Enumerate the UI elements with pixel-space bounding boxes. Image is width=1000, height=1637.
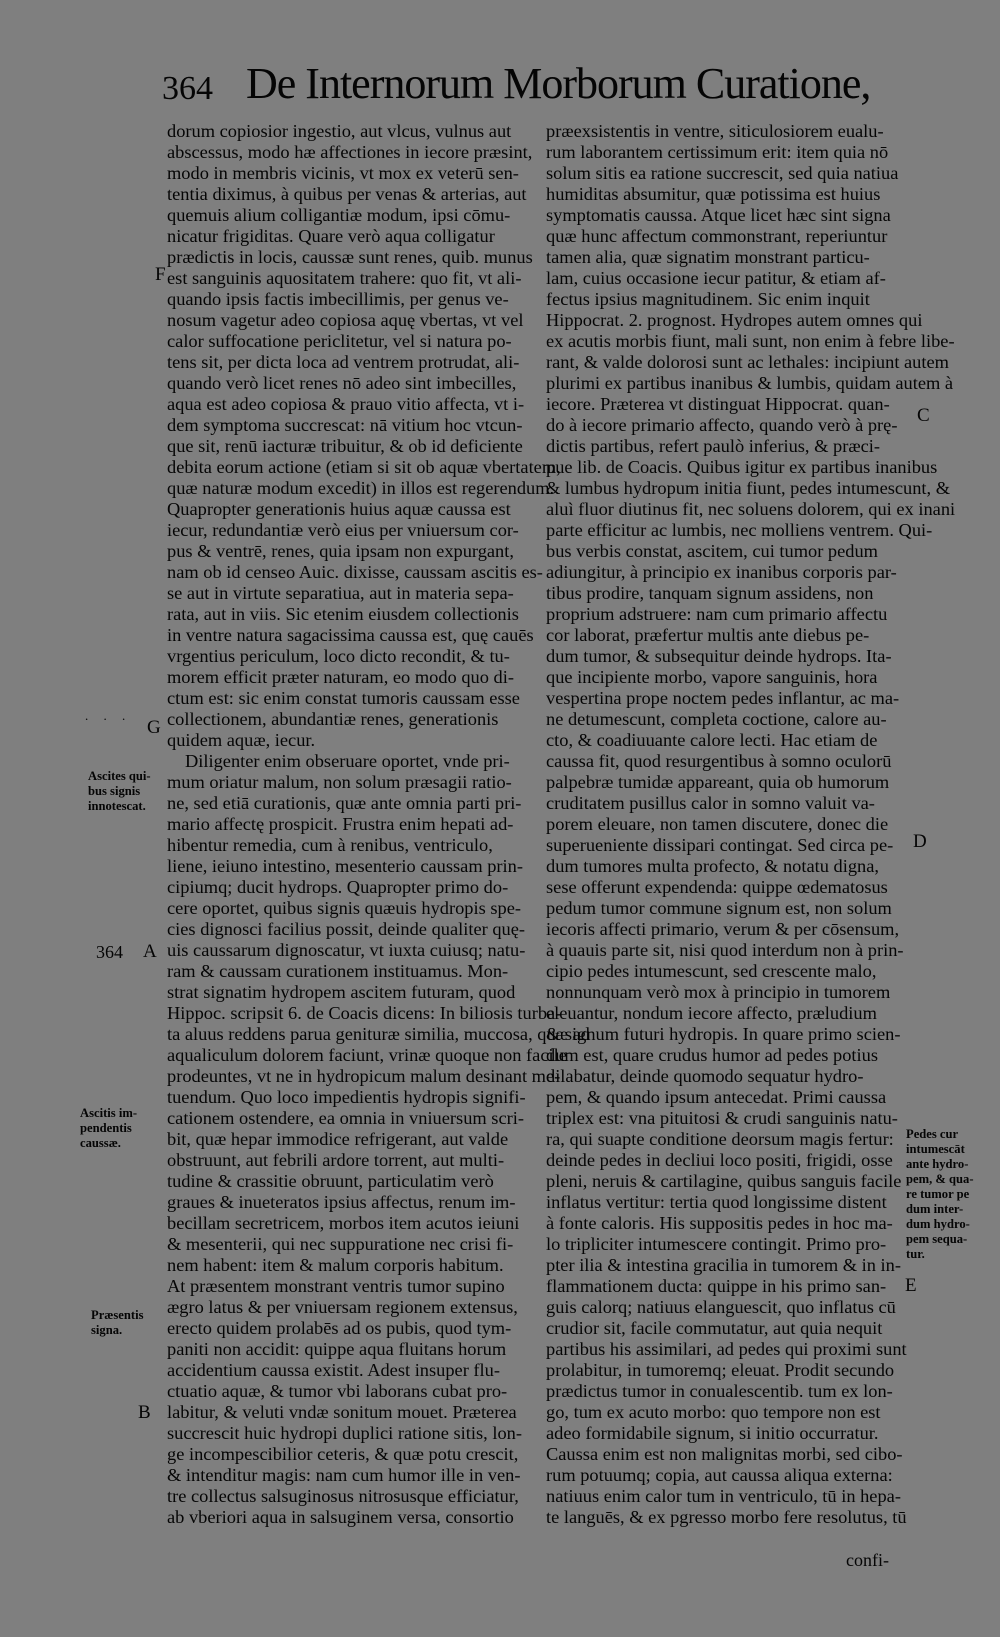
text-line: & intenditur magis: nam cum humor ille in ven- [167,1465,521,1485]
text-line: collectionem, abundantiæ renes, generationis [167,709,499,729]
text-line: becillam secretricem, morbos item acutos ieiuni [167,1213,520,1233]
text-line: succrescit huic hydropi duplici ratione sitis, lon- [167,1423,522,1443]
text-line: ta aluus reddens parua genituræ similia, muccosa, quæ ad [167,1024,590,1044]
text-line: & mesenterii, qui nec suppuratione nec crisi fi- [167,1234,514,1254]
text-line: tuendum. Quo loco impedientis hydropis signifi- [167,1087,526,1107]
text-line: vespertina prope noctem pedes inflantur, ac ma- [546,688,900,708]
text-line: cipiumq; ducit hydrops. Quapropter primo do- [167,877,509,897]
text-line: tentia diximus, à quibus per venas & arterias, aut [167,184,527,204]
text-line: pedum tumor commune signum est, non solum [546,898,892,918]
margin-note-pedes [906,1127,974,1262]
text-line: morem efficit præter naturam, eo modo quo di- [167,667,514,687]
text-line: in ventre natura sagacissima caussa est, quę cauēs [167,625,534,645]
margin-letter-b: B [138,1402,151,1423]
text-line: proprium adstruere: nam cum primario affectu [546,604,888,624]
text-line: nonnunquam verò mox à principio in tumorem [546,982,891,1002]
text-line: ram & caussam curationem instituamus. Mon- [167,961,509,981]
catchword: confi- [846,1550,889,1570]
text-line: eleuantur, nondum iecore affecto, præludium [546,1003,877,1023]
text-line: se aut in virtute separatiua, aut in materia sepa- [167,583,514,603]
margin-letter-c: C [917,405,930,426]
text-line: sese offerunt expendenda: quippe œdematosus [546,877,888,897]
text-line: accidentium caussa existit. Adest insuper flu- [167,1360,500,1380]
text-line: aqualiculum dolorem faciunt, vrinæ quoque non facile [167,1045,567,1065]
text-line: que sit, renū iacturæ tribuitur, & ob id deficiente [167,436,523,456]
text-line: tamen alia, quæ signatim monstrant particu- [546,247,870,267]
text-line: cies dignosci facilius possit, deinde qualiter quę- [167,919,526,939]
text-line: ne, sed etiā curationis, quæ ante omnia parti pri- [167,793,522,813]
text-line: rant, & valde dolorosi sunt ac lethales: incipiunt autem [546,352,949,372]
text-line: mum oriatur malum, non solum præsagii ratio- [167,772,512,792]
text-line: iecur, redundantiæ verò eius per vniuersum cor- [167,520,519,540]
text-line: guis calorq; natiuus elanguescit, quo inflatus cū [546,1297,896,1317]
text-line: ab vberiori aqua in salsuginem versa, consortio [167,1507,514,1527]
text-line: aqua est adeo copiosa & prauo vitio affecta, vt i- [167,394,525,414]
text-line: go, tum ex acuto morbo: quo tempore non est [546,1402,881,1422]
text-line: hibentur remedia, cum à renibus, ventriculo, [167,835,493,855]
text-line: ex acutis morbis fiunt, mali sunt, non enim à febre libe- [546,331,955,351]
text-line: deinde pedes in decliui loco positi, frigidi, osse [546,1150,893,1170]
text-line: ra, qui suapte conditione deorsum magis fertur: [546,1129,894,1149]
text-line: & signum futuri hydropis. In quare primo scien- [546,1024,901,1044]
text-line: ne detumescunt, completa coctione, calore au- [546,709,887,729]
text-line: modo in membris vicinis, vt mox ex veterū sen- [167,163,519,183]
margin-note-line: Præsentis signa. [91,1308,144,1337]
text-line: quidem aquæ, iecur. [167,730,316,750]
text-line: graues & inueteratos ipsius affectus, renum im- [167,1192,516,1212]
margin-letter-e: E [905,1275,917,1296]
text-line: aluì fluor diutinus fit, nec soluens dolorem, qui ex inani [546,499,956,519]
text-line: quæ hunc affectum commonstrant, reperiuntur [546,226,888,246]
text-line: ctum est: sic enim constat tumoris caussam esse [167,688,520,708]
text-line: nem habent: item & malum corporis habitum. [167,1255,504,1275]
text-line: dictis partibus, refert paulò inferius, & præci- [546,436,881,456]
margin-note-ascites-signs [88,769,151,814]
text-line: pus & ventrē, renes, quia ipsam non expurgant, [167,541,514,561]
text-line: Diligenter enim obseruare oportet, vnde pri- [185,751,510,771]
text-line: rum laborantem certissimum erit: item quia nō [546,142,889,162]
text-line: parte efficitur ac lumbis, nec molliens ventrem. Qui- [546,520,933,540]
page-number: 364 [162,70,213,107]
text-line: nam ob id censeo Auic. dixisse, caussam ascitis es- [167,562,543,582]
text-line: cere oportet, quibus signis quæuis hydropis spe- [167,898,521,918]
margin-letter-d: D [913,831,927,852]
page-reference: 364 [96,942,123,962]
text-line: adiungitur, à principio ex inanibus corporis par- [546,562,897,582]
text-line: cipio pedes intumescunt, sed crescente malo, [546,961,877,981]
text-line: quando ipsis factis imbecillimis, per genus ve- [167,289,509,309]
text-line: fectus ipsius magnitudinem. Sic enim inquit [546,289,870,309]
text-line: abscessus, modo hæ affectiones in iecore præsint, [167,142,533,162]
text-line: symptomatis caussa. Atque licet hæc sint signa [546,205,891,225]
text-line: prolabitur, in tumoremq; eleuat. Prodit secundo [546,1360,895,1380]
text-line: ctuatio aquæ, & tumor vbi laborans cubat pro- [167,1381,508,1401]
text-line: obstruunt, aut febrili ardore torrent, aut multi- [167,1150,505,1170]
text-line: præexsistentis in ventre, siticulosiorem eualu- [546,121,884,141]
margin-note-present-signs [91,1308,143,1338]
text-line: erecto quidem prolabēs ad os pubis, quod tym- [167,1318,512,1338]
text-line: mario affectę prospicit. Frustra enim hepati ad- [167,814,514,834]
text-line: tudine & crassitie obruunt, particulatim verò [167,1171,494,1191]
text-line: est sanguinis aquositatem trahere: quo fit, vt ali- [167,268,522,288]
text-line: prodeuntes, vt ne in hydropicum malum desinant me- [167,1066,561,1086]
text-line: labitur, & veluti vndæ sonitum mouet. Præterea [167,1402,517,1422]
text-line: adeo formidabile signum, si initio occurratur. [546,1423,879,1443]
text-line: à fonte caloris. His suppositis pedes in hoc ma- [546,1213,893,1233]
text-line: cor laborat, præfertur multis ante diebus pe- [546,625,870,645]
text-line: humiditas absumitur, quæ potissima est huius [546,184,881,204]
text-line: superueniente dissipari contingat. Sed circa pe- [546,835,894,855]
text-line: debita eorum actione (etiam si sit ob aquæ vbertatem, [167,457,561,477]
text-line: cto, & coadiuuante calore lecti. Hac etiam de [546,730,878,750]
text-line: do à iecore primario affecto, quando verò à prę- [546,415,898,435]
page-header [162,58,882,120]
text-line: quæ naturæ modum excedit) in illos est regerendum. [167,478,555,498]
text-line: & lumbus hydropum initia fiunt, pedes intumescunt, & [546,478,951,498]
text-line: dum est, quare crudus humor ad pedes potius [546,1045,878,1065]
text-line: uis caussarum dignoscatur, vt iuxta cuiusq; natu- [167,940,526,960]
text-line: triplex est: vna pituitosi & crudi sanguinis natu- [546,1108,898,1128]
text-line: plurimi ex partibus inanibus & lumbis, quidam autem à [546,373,954,393]
text-line: solum sitis ea ratione succrescit, sed quia natiua [546,163,899,183]
left-text-column [167,121,590,1528]
text-line: nicatur frigiditas. Quare verò aqua colligatur [167,226,495,246]
text-line: At præsentem monstrant ventris tumor supino [167,1276,505,1296]
text-line: prædictus tumor in conualescentib. tum ex lon- [546,1381,893,1401]
text-line: rata, aut in viis. Sic etenim eiusdem collectionis [167,604,519,624]
text-line: liene, ieiuno intestino, mesenterio caussam prin- [167,856,523,876]
margin-note-ascitis-causes [80,1106,137,1151]
text-line: ægro latus & per vniuersam regionem extensus, [167,1297,518,1317]
text-line: partibus his assimilari, ad pedes qui proximi sunt [546,1339,907,1359]
text-line: dilabatur, deinde quomodo sequatur hydro- [546,1066,864,1086]
text-line: dem symptoma succrescat: nā vitium hoc vtcun- [167,415,523,435]
text-line: paniti non accidit: quippe aqua fluitans horum [167,1339,507,1359]
text-line: à quauis parte sit, nisi quod interdum non à prin- [546,940,904,960]
text-line: pter ilia & intestina gracilia in tumorem & in in- [546,1255,901,1275]
margin-letter-f: F [155,264,166,285]
text-line: porem eleuare, non tamen discutere, donec die [546,814,889,834]
text-line: strat signatim hydropem ascitem futuram, quod [167,982,516,1002]
text-line: quemuis alium colligantiæ modum, ipsi cōmu- [167,205,511,225]
text-line: tens sit, per dicta loca ad ventrem protrudat, ali- [167,352,520,372]
text-line: natiuus enim calor tum in ventriculo, tū in hepa- [546,1486,901,1506]
margin-letter-g: G [147,717,161,738]
text-line: pue lib. de Coacis. Quibus igitur ex partibus inanibus [546,457,938,477]
margin-letter-a: A [143,941,157,962]
text-line: caussa fit, quod resurgentibus à somno oculorū [546,751,892,771]
text-line: flammationem ducta: quippe in his primo san- [546,1276,887,1296]
text-line: Caussa enim est non malignitas morbi, sed cibo- [546,1444,903,1464]
text-line: tibus prodire, tanquam signum assidens, non [546,583,874,603]
text-line: bit, quæ hepar immodice refrigerant, aut valde [167,1129,509,1149]
text-line: vrgentius periculum, loco dicto recondit, & tu- [167,646,510,666]
text-line: lam, cuius occasione iecur patitur, & etiam af- [546,268,886,288]
margin-note-line: Pedes cur intumescāt ante hydro- pem, & qua- re tumor pe dum inter- dum hydro- pem sequa- tur. [906,1127,974,1261]
text-line: que incipiente morbo, vapore sanguinis, hora [546,667,878,687]
text-line: dum tumores multa profecto, & notatu digna, [546,856,880,876]
text-line: nosum vagetur adeo copiosa aquę vbertas, vt vel [167,310,524,330]
text-line: rum potuumq; copia, aut caussa aliqua externa: [546,1465,893,1485]
stray-marks: . . . [85,708,132,723]
text-line: ge incompescibilior ceteris, & quæ potu crescit, [167,1444,519,1464]
text-line: Hippocrat. 2. prognost. Hydropes autem omnes qui [546,310,923,330]
margin-note-line: Ascites qui- bus signis innotescat. [88,769,151,813]
margin-note-line: Ascitis im- pendentis caussæ. [80,1106,138,1150]
text-line: calor suffocatione periclitetur, vel si natura po- [167,331,512,351]
text-line: tre collectus salsuginosus nitrosusque efficiatur, [167,1486,519,1506]
text-line: Hippoc. scripsit 6. de Coacis dicens: In biliosis turba- [167,1003,562,1023]
text-line: palpebræ tumidæ appareant, quia ob humorum [546,772,890,792]
text-line: pem, & quando ipsum antecedat. Primi caussa [546,1087,887,1107]
running-title: De Internorum Morborum Curatione, [246,59,871,108]
text-line: dum tumor, & subsequitur deinde hydrops. Ita- [546,646,892,666]
text-line: iecoris affecti primario, verum & per cōsensum, [546,919,900,939]
text-line: cruditatem pusillus calor in somno valuit va- [546,793,875,813]
text-line: te languēs, & ex pgresso morbo fere resolutus, tū [546,1507,907,1527]
text-line: cationem ostendere, ea omnia in vniuersum scri- [167,1108,524,1128]
text-line: lo tripliciter intumescere contingit. Primo pro- [546,1234,887,1254]
text-line: crudior sit, facile commutatur, aut quia nequit [546,1318,883,1338]
text-line: inflatus vertitur: tertia quod longissime distent [546,1192,887,1212]
text-line: bus verbis constat, ascitem, cui tumor pedum [546,541,878,561]
text-line: prædictis in locis, caussæ sunt renes, quib. munus [167,247,533,267]
text-line: iecore. Præterea vt distinguat Hippocrat. quan- [546,394,890,414]
text-line: dorum copiosior ingestio, aut vlcus, vulnus aut [167,121,512,141]
text-line: quando verò licet renes nō adeo sint imbecilles, [167,373,517,393]
text-line: Quapropter generationis huius aquæ caussa est [167,499,511,519]
text-line: pleni, neruis & cartilagine, quibus sanguis facile [546,1171,902,1191]
